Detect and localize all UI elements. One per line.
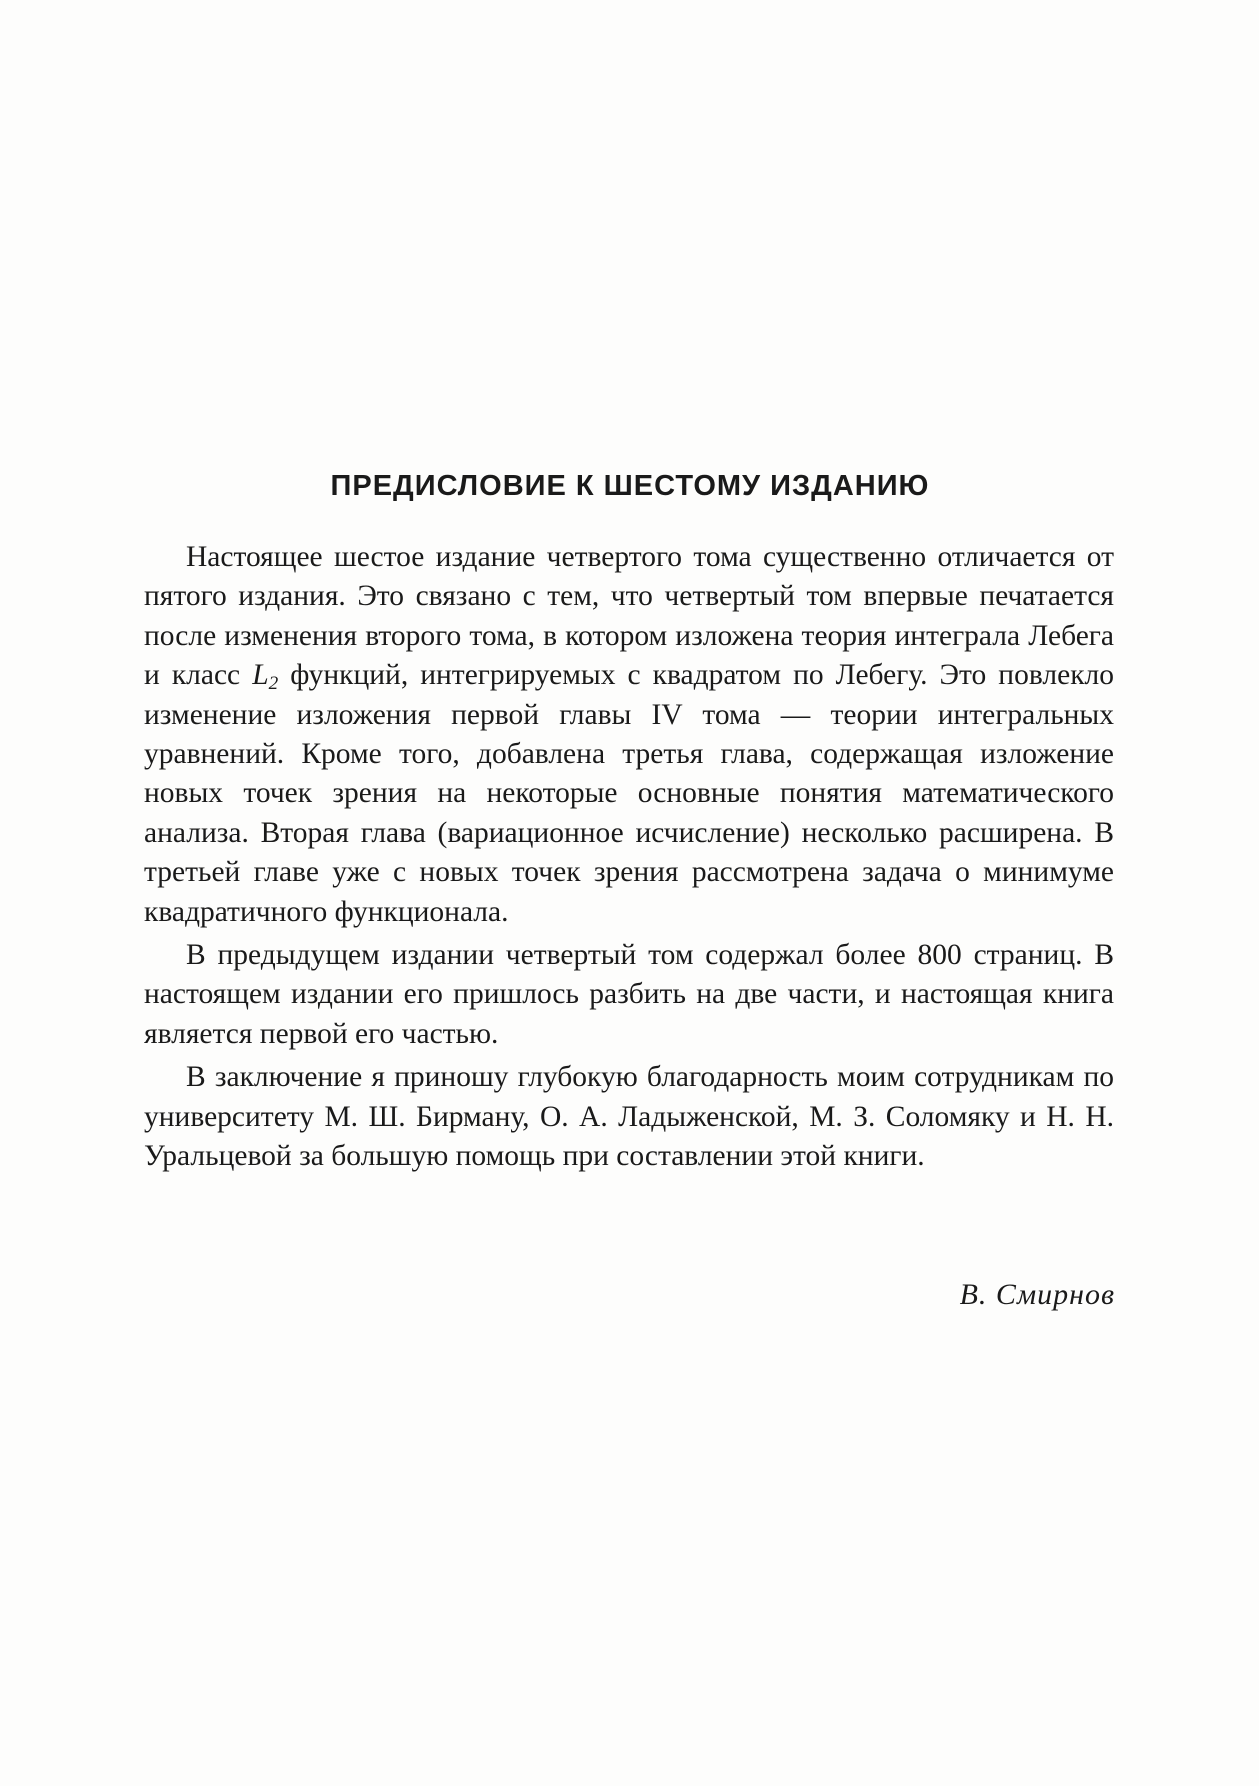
- paragraph-1: [144, 538, 1114, 932]
- paragraph-1-part-a: Настоящее шестое издание четвертого тома существенно отличается от пятого издания. Это связано с тем, что четвертый том впервые печатается после изменения второго тома, в котором изложена теория интеграла Лебега и класс: [144, 541, 1114, 692]
- math-l2-subscript: 2: [268, 673, 279, 694]
- paragraph-1-part-b: функций, интегрируемых с квадратом по Лебегу. Это повлекло изменение изложения первой главы IV тома — теории интегральных уравнений. Кроме того, добавлена третья глава, содержащая изложение новых точек зрения на некоторые основные понятия математического анализа. Вторая глава (вариационное исчисление) несколько расширена. В третьей главе уже с новых точек зрения рассмотрена задача о минимуме квадратичного функционала.: [144, 659, 1115, 928]
- preface-body: [144, 538, 1114, 1177]
- paragraph-3: В заключение я приношу глубокую благодарность моим сотрудникам по университету М. Ш. Бирману, О. А. Ладыженской, М. З. Соломяку и Н. Н. Уральцевой за большую помощь при составлении этой книги.: [144, 1061, 1114, 1173]
- math-l2: [252, 659, 279, 694]
- math-l2-main: L: [252, 659, 269, 692]
- page-title: ПРЕДИСЛОВИЕ К ШЕСТОМУ ИЗДАНИЮ: [330, 470, 930, 502]
- author-signature: В. Смирнов: [959, 1278, 1115, 1311]
- paragraph-2: В предыдущем издании четвертый том содержал более 800 страниц. В настоящем издании его пришлось разбить на две части, и настоящая книга является первой его частью.: [144, 939, 1114, 1050]
